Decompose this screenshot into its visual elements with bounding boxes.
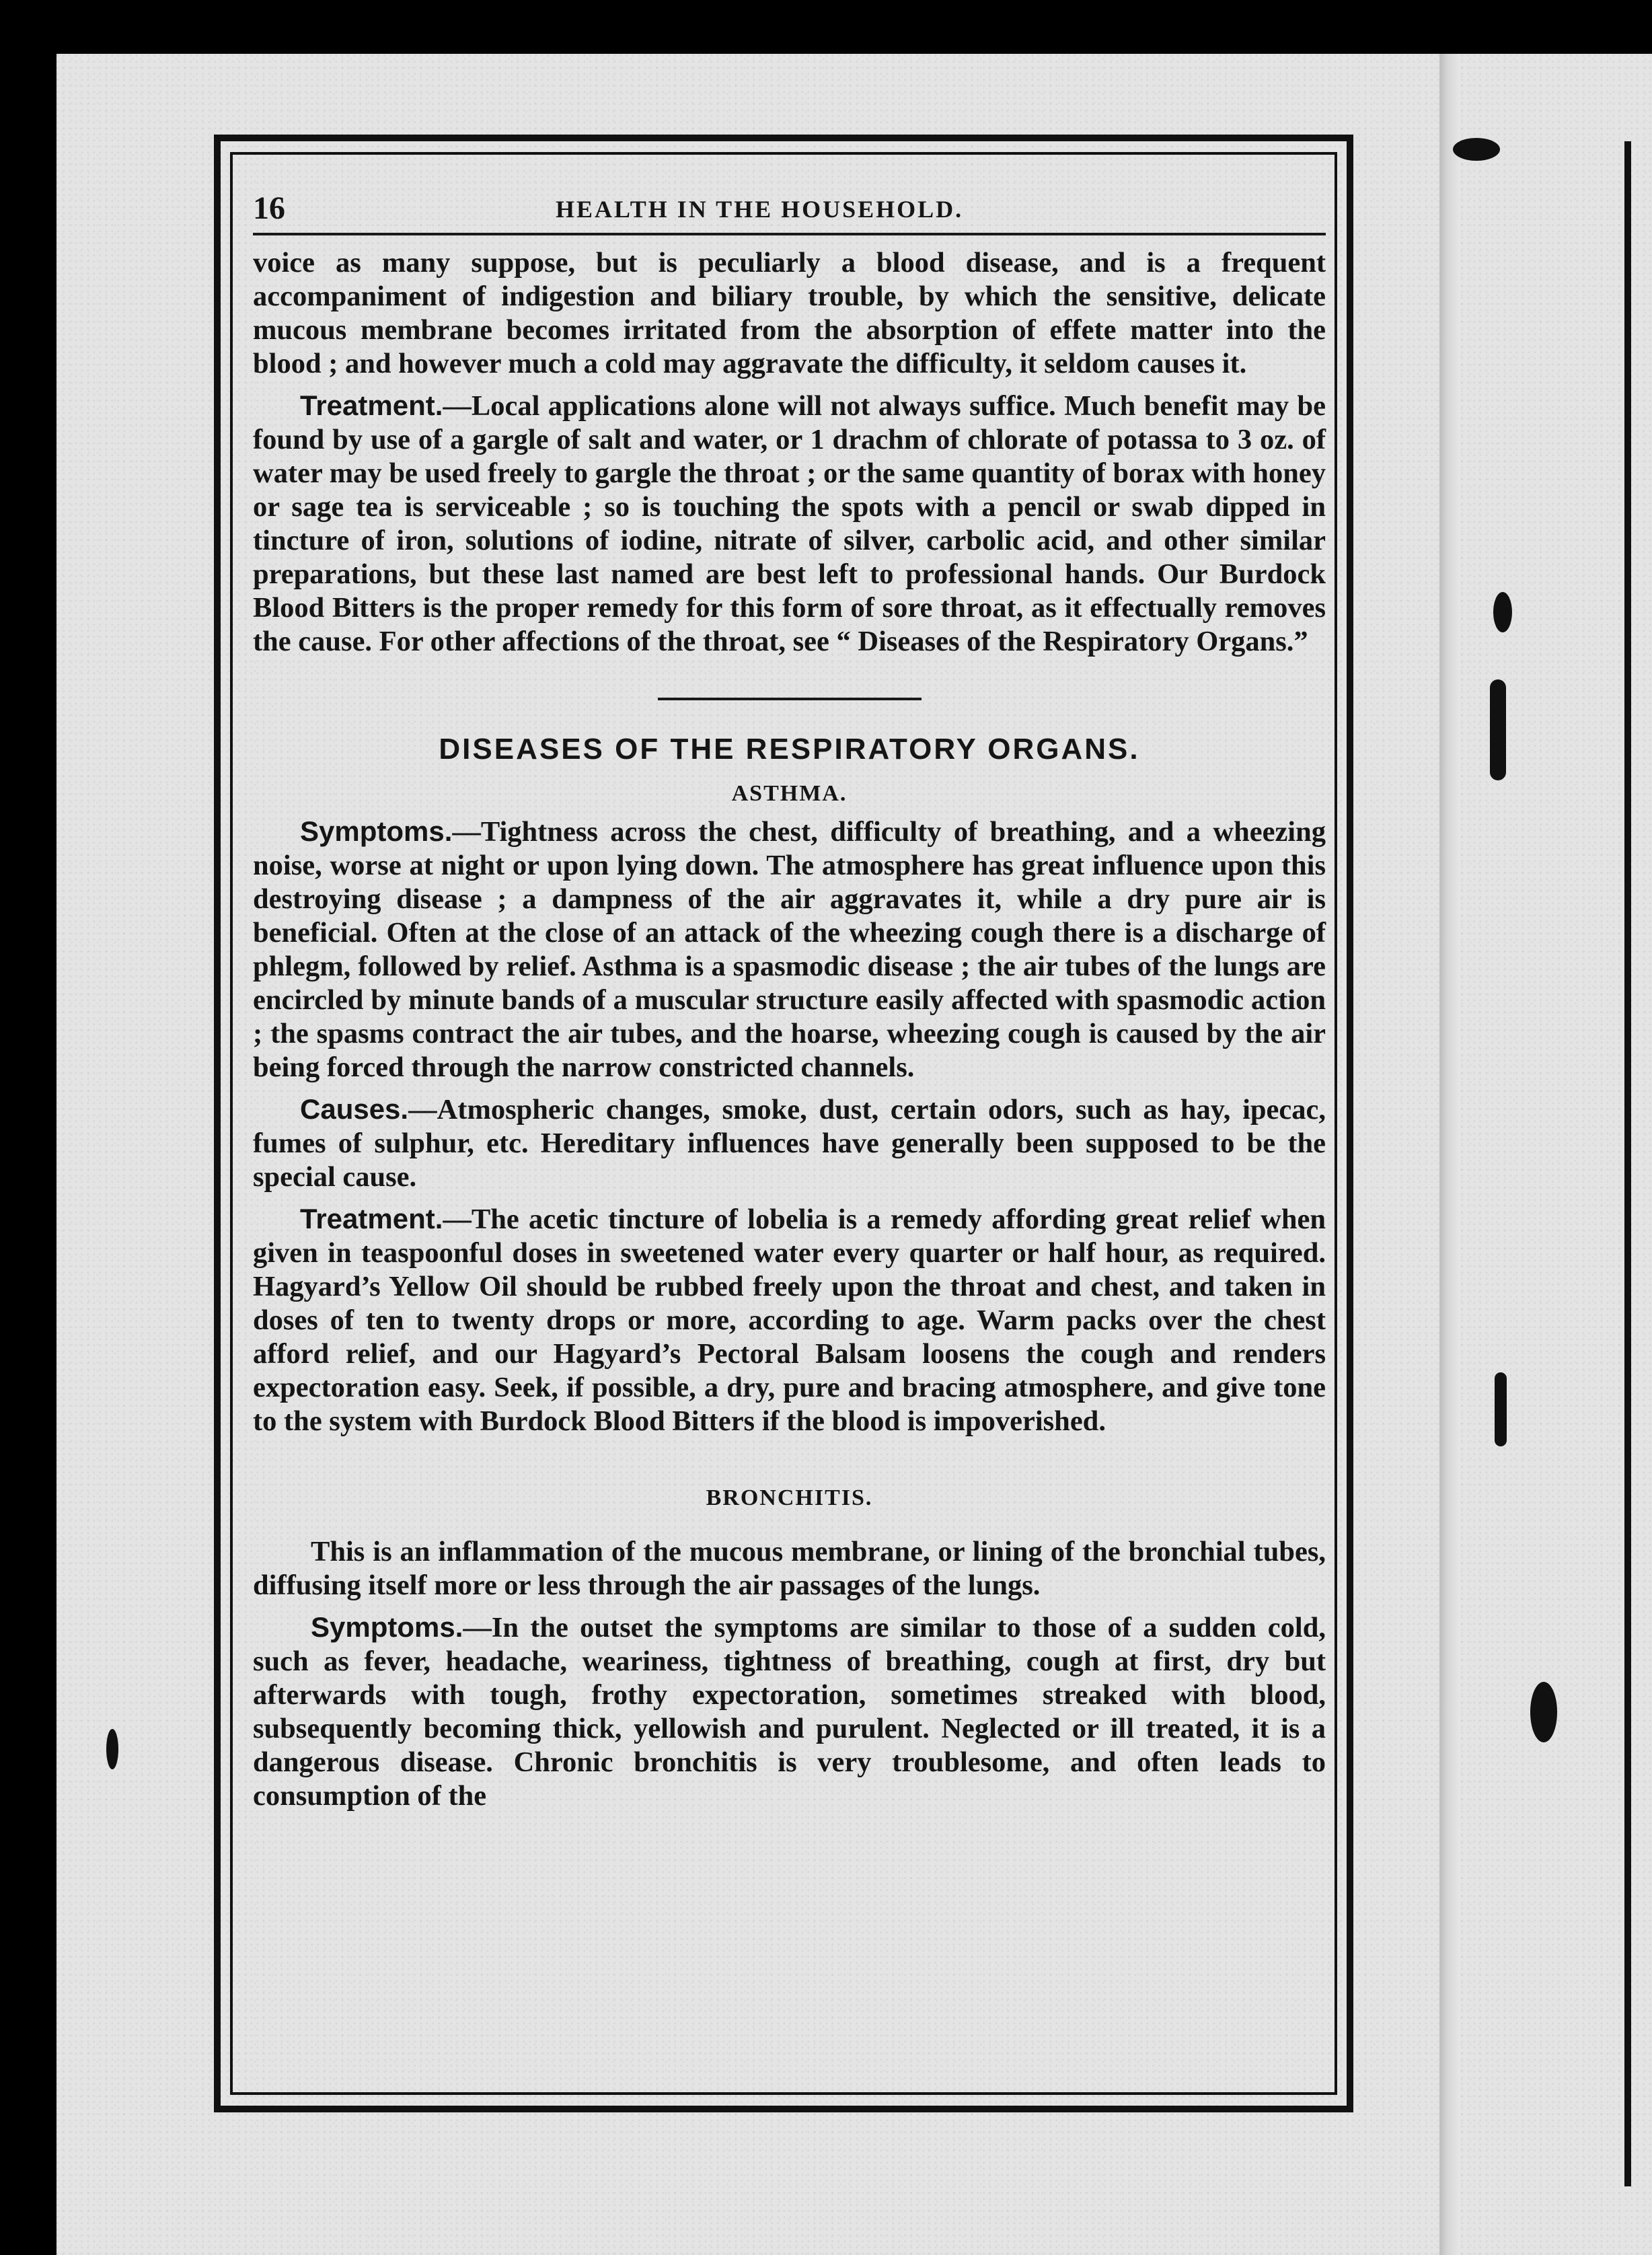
ink-blot [106,1729,118,1769]
treatment-lead: Treatment. [300,1203,443,1234]
section-title: DISEASES OF THE RESPIRATORY ORGANS. [439,733,1140,766]
ink-blot [1530,1682,1557,1742]
bronchitis-heading: BRONCHITIS. [706,1485,873,1510]
continued-paragraph: voice as many suppose, but is peculiarly a blood disease, and is a frequent accompaniment of indigestion and biliary trouble, by which the sensitive, delicate mucous membrane becomes irritated from the absorption of effete matter into the blood ; and however much a cold may aggravate the difficulty, it seldom causes it. [253,247,1326,379]
causes-text: —Atmospheric changes, smoke, dust, certain odors, such as hay, ipecac, fumes of sulphur, etc. Hereditary influences have generally been supposed to be the special cause. [253,1094,1326,1193]
ink-blot [1453,138,1500,161]
ink-blot [1493,592,1512,632]
ink-blot [1495,1372,1507,1446]
asthma-heading: ASTHMA. [731,781,848,806]
section-divider [658,698,922,700]
symptoms-text: —Tightness across the chest, difficulty of breathing, and a wheezing noise, worse at night or upon lying down. The atmosphere has great influence upon this destroying disease ; a dampness of the air aggravates it, while a dry pure air is beneficial. Often at the close of an attack of the wheezing cough there is a discharge of phlegm, followed by relief. Asthma is a spasmodic disease ; the air tubes of the lungs are encircled by minute bands of a muscular structure easily affected with spasmodic action ; the spasms contract the air tubes, and the hoarse, wheezing cough is caused by the air being forced through the narrow constricted channels. [253,816,1326,1083]
page-header [253,182,1326,235]
facing-page-border [1624,141,1631,2186]
page-gutter [1439,54,1460,2255]
bronchitis-intro-paragraph: This is an inflammation of the mucous membrane, or lining of the bronchial tubes, diffusing itself more or less through the air passages of the lungs. [253,1536,1326,1601]
symptoms-text: —In the outset the symptoms are similar to those of a sudden cold, such as fever, headache, weariness, tightness of breathing, cough at first, dry but afterwards with tough, frothy expectoration, sometimes streaked with blood, subsequently becoming thick, yellowish and purulent. Neglected or ill treated, it is a dangerous disease. Chronic bronchitis is very troublesome, and often leads to consumption of the [253,1612,1326,1812]
ink-blot [1490,679,1506,780]
symptoms-lead: Symptoms. [311,1611,463,1643]
running-head: HEALTH IN THE HOUSEHOLD. [556,196,964,223]
asthma-treatment-paragraph [253,1202,1326,1438]
causes-lead: Causes. [300,1093,409,1125]
bronchitis-symptoms-paragraph [253,1611,1326,1813]
treatment-lead: Treatment. [300,390,443,421]
treatment-text: —Local applications alone will not always suffice. Much benefit may be found by use of a gargle of salt and water, or 1 drachm of chlorate of potassa to 3 oz. of water may be used freely to gargle the throat ; or the same quantity of borax with honey or sage tea is serviceable ; so is touching the spots with a pencil or swab dipped in tincture of iron, solutions of iodine, nitrate of silver, carbolic acid, and other similar preparations, but these last named are best left to professional hands. Our Burdock Blood Bitters is the proper remedy for this form of sore throat, as it effectually removes the cause. For other affections of the throat, see “ Diseases of the Respiratory Organs.” [253,390,1326,657]
throat-treatment-paragraph [253,389,1326,659]
symptoms-lead: Symptoms. [300,815,453,847]
asthma-symptoms-paragraph [253,815,1326,1084]
asthma-causes-paragraph [253,1093,1326,1194]
page-text [253,182,1326,1813]
treatment-text: —The acetic tincture of lobelia is a remedy affording great relief when given in teaspoonful doses in sweetened water every quarter or half hour, as required. Hagyard’s Yellow Oil should be rubbed freely upon the throat and chest, and taken in doses of ten to twenty drops or more, according to age. Warm packs over the chest afford relief, and our Hagyard’s Pectoral Balsam loosens the cough and renders expectoration easy. Seek, if possible, a dry, pure and bracing atmosphere, and give tone to the system with Burdock Blood Bitters if the blood is impoverished. [253,1204,1326,1437]
page-number: 16 [253,190,285,226]
